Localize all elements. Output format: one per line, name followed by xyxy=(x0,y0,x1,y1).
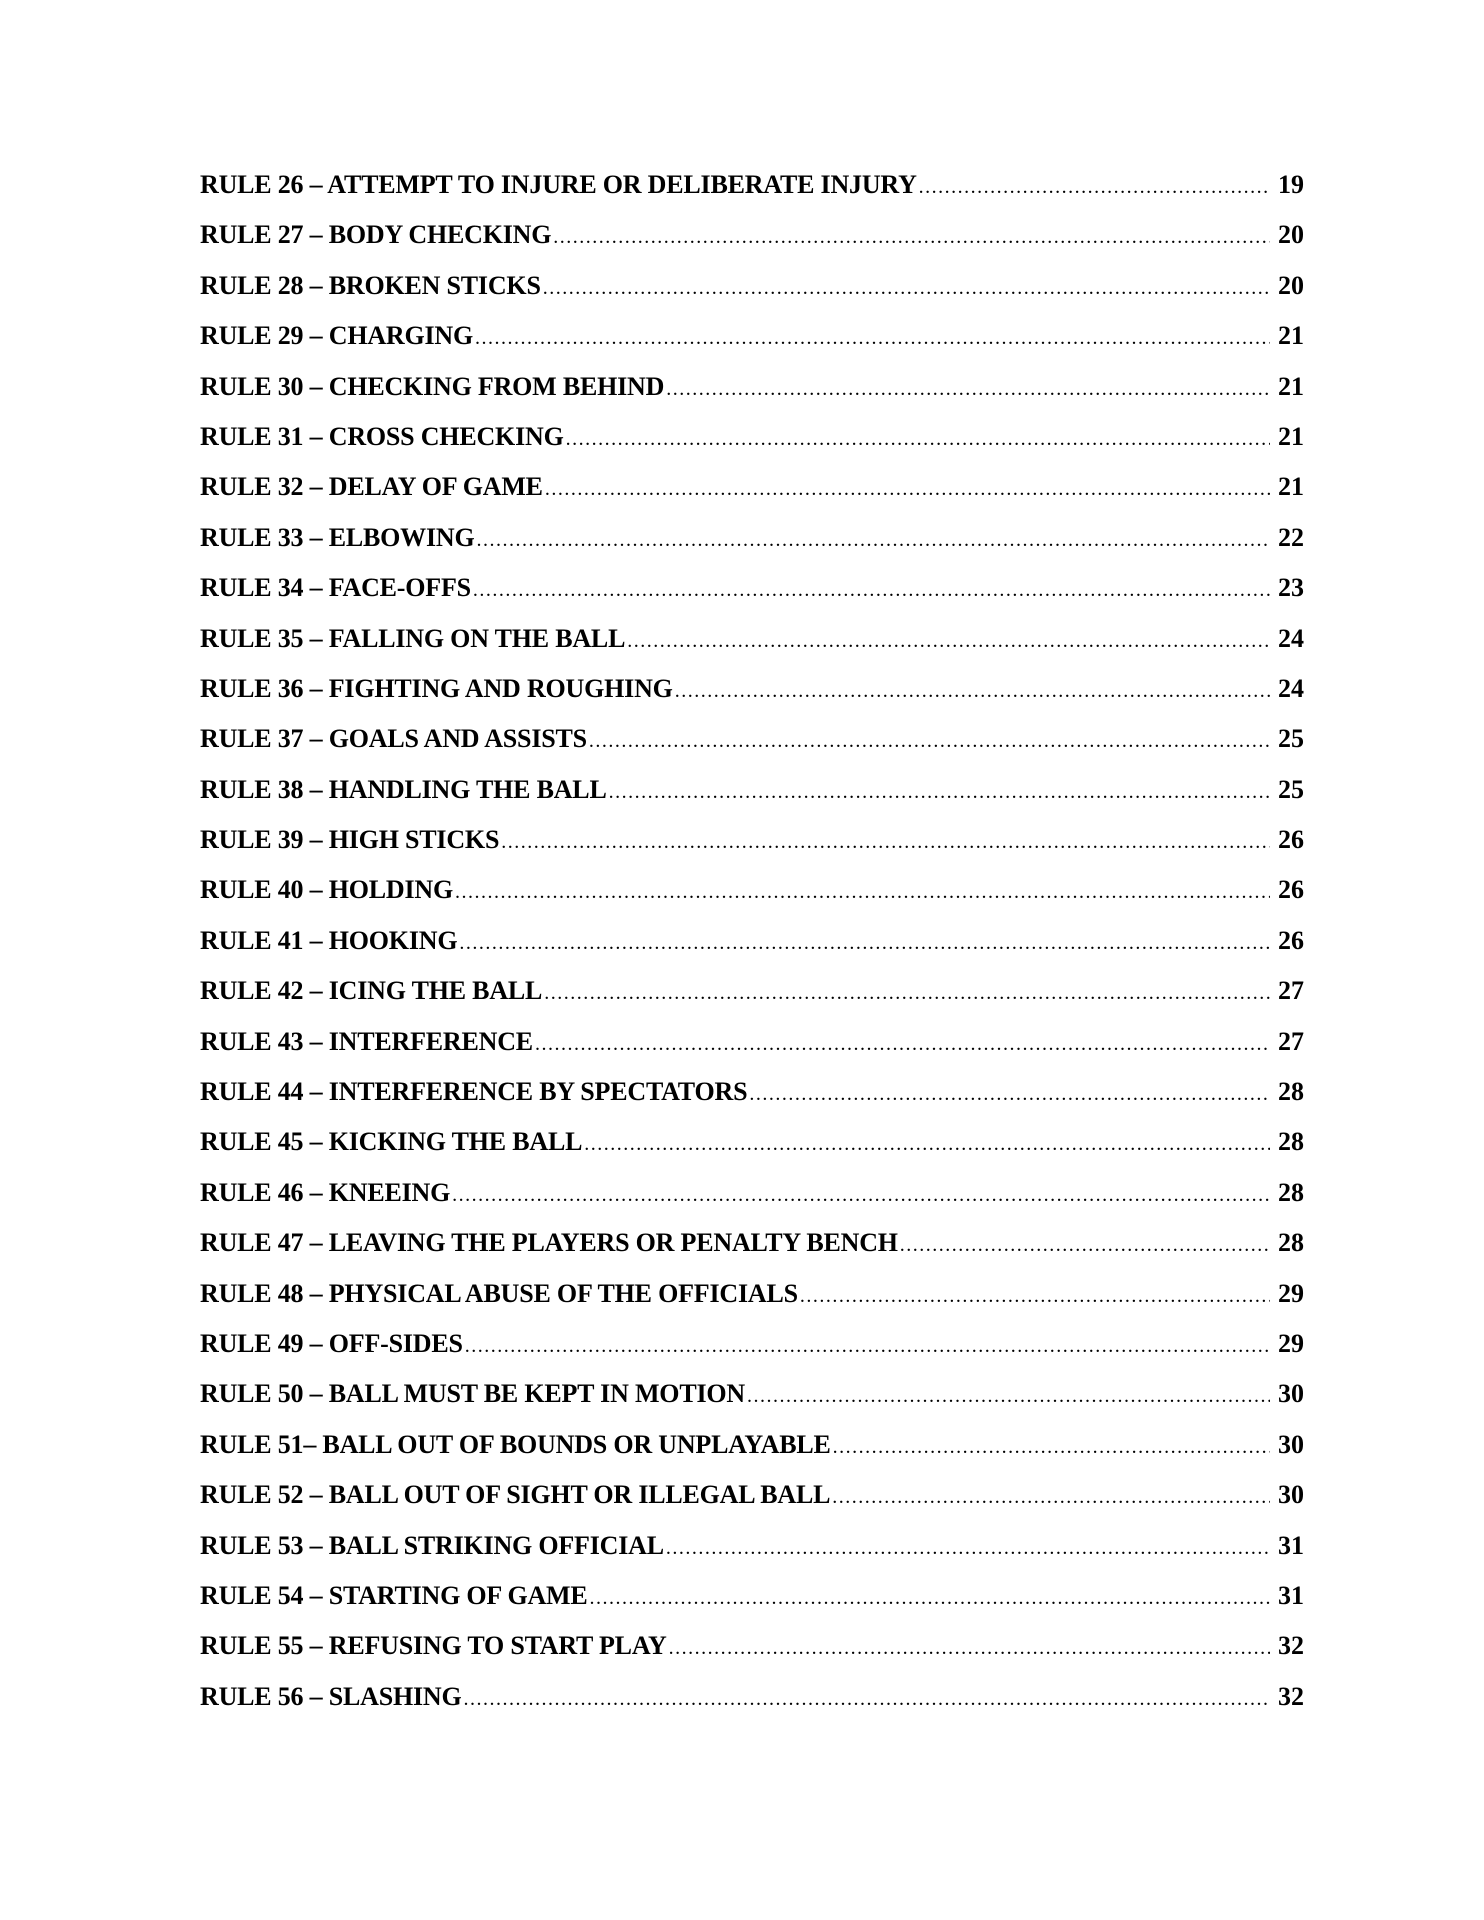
toc-entry-page-number: 28 xyxy=(1278,1177,1304,1207)
toc-entry[interactable] xyxy=(200,472,1304,522)
toc-entry[interactable] xyxy=(200,1127,1304,1177)
toc-dot-leader xyxy=(473,579,1270,602)
toc-entry-page-number: 30 xyxy=(1278,1480,1304,1510)
toc-entry-title: RULE 51– BALL OUT OF BOUNDS OR UNPLAYABLE xyxy=(200,1429,831,1459)
toc-dot-leader xyxy=(501,831,1270,854)
toc-dot-leader xyxy=(675,680,1270,703)
toc-entry-title: RULE 39 – HIGH STICKS xyxy=(200,825,500,855)
toc-entry[interactable] xyxy=(200,674,1304,724)
toc-entry-page-number: 32 xyxy=(1278,1631,1304,1661)
toc-entry-title: RULE 47 – LEAVING THE PLAYERS OR PENALTY BENCH xyxy=(200,1228,898,1258)
toc-entry-page-number: 24 xyxy=(1278,623,1304,653)
toc-dot-leader xyxy=(566,428,1270,451)
toc-entry-title: RULE 38 – HANDLING THE BALL xyxy=(200,774,607,804)
toc-entry[interactable] xyxy=(200,220,1304,270)
toc-entry-title: RULE 54 – STARTING OF GAME xyxy=(200,1580,588,1610)
toc-entry-title: RULE 53 – BALL STRIKING OFFICIAL xyxy=(200,1530,664,1560)
toc-entry-title: RULE 46 – KNEEING xyxy=(200,1177,451,1207)
toc-entry-title: RULE 30 – CHECKING FROM BEHIND xyxy=(200,371,665,401)
toc-entry-title: RULE 41 – HOOKING xyxy=(200,925,458,955)
toc-dot-leader xyxy=(832,1486,1270,1509)
toc-entry-title: RULE 49 – OFF-SIDES xyxy=(200,1328,463,1358)
toc-dot-leader xyxy=(477,529,1270,552)
toc-entry-title: RULE 45 – KICKING THE BALL xyxy=(200,1127,583,1157)
toc-entry-page-number: 26 xyxy=(1278,825,1304,855)
toc-entry[interactable] xyxy=(200,1430,1304,1480)
toc-entry[interactable] xyxy=(200,271,1304,321)
toc-entry[interactable] xyxy=(200,624,1304,674)
toc-entry[interactable] xyxy=(200,1228,1304,1278)
toc-dot-leader xyxy=(666,378,1270,401)
toc-entry[interactable] xyxy=(200,1682,1304,1732)
toc-entry[interactable] xyxy=(200,1077,1304,1127)
toc-entry[interactable] xyxy=(200,1329,1304,1379)
toc-dot-leader xyxy=(833,1436,1270,1459)
toc-dot-leader xyxy=(452,1184,1270,1207)
toc-dot-leader xyxy=(475,327,1270,350)
toc-entry-title: RULE 26 – ATTEMPT TO INJURE OR DELIBERATE INJURY xyxy=(200,170,917,199)
toc-entry[interactable] xyxy=(200,775,1304,825)
toc-dot-leader xyxy=(455,881,1270,904)
toc-entry-title: RULE 50 – BALL MUST BE KEPT IN MOTION xyxy=(200,1379,745,1409)
toc-entry-page-number: 22 xyxy=(1278,522,1304,552)
toc-dot-leader xyxy=(464,1688,1270,1711)
toc-entry[interactable] xyxy=(200,976,1304,1026)
toc-entry-page-number: 28 xyxy=(1278,1077,1304,1107)
toc-entry-title: RULE 48 – PHYSICAL ABUSE OF THE OFFICIALS xyxy=(200,1278,798,1308)
toc-dot-leader xyxy=(590,1587,1270,1610)
toc-dot-leader xyxy=(669,1637,1270,1660)
toc-dot-leader xyxy=(545,478,1270,501)
toc-entry-page-number: 23 xyxy=(1278,573,1304,603)
toc-dot-leader xyxy=(919,176,1270,199)
toc-dot-leader xyxy=(459,932,1270,955)
toc-entry-title: RULE 40 – HOLDING xyxy=(200,875,454,905)
toc-entry[interactable] xyxy=(200,170,1304,220)
toc-entry-page-number: 20 xyxy=(1278,220,1304,250)
toc-entry-page-number: 29 xyxy=(1278,1278,1304,1308)
toc-dot-leader xyxy=(627,630,1270,653)
toc-entry-title: RULE 43 – INTERFERENCE xyxy=(200,1026,533,1056)
toc-entry-page-number: 20 xyxy=(1278,270,1304,300)
toc-entry-page-number: 21 xyxy=(1278,421,1304,451)
toc-entry-title: RULE 56 – SLASHING xyxy=(200,1681,462,1711)
toc-entry[interactable] xyxy=(200,825,1304,875)
toc-entry-title: RULE 37 – GOALS AND ASSISTS xyxy=(200,724,587,754)
toc-entry-title: RULE 52 – BALL OUT OF SIGHT OR ILLEGAL BALL xyxy=(200,1480,831,1510)
toc-entry[interactable] xyxy=(200,875,1304,925)
toc-entry-page-number: 26 xyxy=(1278,925,1304,955)
toc-entry[interactable] xyxy=(200,573,1304,623)
toc-entry-title: RULE 42 – ICING THE BALL xyxy=(200,976,543,1006)
toc-entry-page-number: 25 xyxy=(1278,724,1304,754)
toc-dot-leader xyxy=(543,277,1270,300)
toc-dot-leader xyxy=(666,1537,1270,1560)
toc-dot-leader xyxy=(747,1385,1270,1408)
toc-entry-title: RULE 29 – CHARGING xyxy=(200,321,474,351)
toc-entry-title: RULE 36 – FIGHTING AND ROUGHING xyxy=(200,673,673,703)
toc-entry-page-number: 29 xyxy=(1278,1328,1304,1358)
toc-entry-page-number: 28 xyxy=(1278,1228,1304,1258)
toc-entry-title: RULE 34 – FACE-OFFS xyxy=(200,573,471,603)
toc-entry-page-number: 21 xyxy=(1278,321,1304,351)
toc-entry[interactable] xyxy=(200,1027,1304,1077)
toc-entry-page-number: 31 xyxy=(1278,1530,1304,1560)
toc-entry[interactable] xyxy=(200,372,1304,422)
toc-entry[interactable] xyxy=(200,1279,1304,1329)
toc-dot-leader xyxy=(609,781,1270,804)
toc-entry-title: RULE 31 – CROSS CHECKING xyxy=(200,421,564,451)
toc-dot-leader xyxy=(800,1285,1270,1308)
toc-dot-leader xyxy=(535,1033,1270,1056)
toc-entry-title: RULE 35 – FALLING ON THE BALL xyxy=(200,623,626,653)
table-of-contents xyxy=(200,170,1304,1732)
toc-entry[interactable] xyxy=(200,1379,1304,1429)
toc-entry-title: RULE 28 – BROKEN STICKS xyxy=(200,270,541,300)
toc-dot-leader xyxy=(749,1083,1270,1106)
toc-entry[interactable] xyxy=(200,321,1304,371)
toc-entry-page-number: 25 xyxy=(1278,774,1304,804)
toc-dot-leader xyxy=(589,730,1270,753)
toc-entry-page-number: 32 xyxy=(1278,1681,1304,1711)
toc-dot-leader xyxy=(900,1234,1270,1257)
toc-entry-page-number: 24 xyxy=(1278,673,1304,703)
toc-entry-page-number: 19 xyxy=(1278,170,1304,199)
toc-entry[interactable] xyxy=(200,1581,1304,1631)
toc-entry-page-number: 21 xyxy=(1278,472,1304,502)
toc-entry-title: RULE 27 – BODY CHECKING xyxy=(200,220,552,250)
toc-entry-page-number: 28 xyxy=(1278,1127,1304,1157)
toc-entry-title: RULE 32 – DELAY OF GAME xyxy=(200,472,543,502)
toc-entry-page-number: 27 xyxy=(1278,976,1304,1006)
toc-entry-title: RULE 44 – INTERFERENCE BY SPECTATORS xyxy=(200,1077,748,1107)
toc-entry[interactable] xyxy=(200,1178,1304,1228)
toc-entry[interactable] xyxy=(200,523,1304,573)
toc-entry[interactable] xyxy=(200,1531,1304,1581)
toc-entry[interactable] xyxy=(200,1480,1304,1530)
toc-entry-page-number: 31 xyxy=(1278,1580,1304,1610)
toc-entry[interactable] xyxy=(200,1631,1304,1681)
toc-entry[interactable] xyxy=(200,926,1304,976)
toc-entry-page-number: 21 xyxy=(1278,371,1304,401)
toc-entry-page-number: 26 xyxy=(1278,875,1304,905)
toc-dot-leader xyxy=(544,982,1270,1005)
toc-dot-leader xyxy=(584,1133,1270,1156)
toc-entry[interactable] xyxy=(200,724,1304,774)
toc-entry-page-number: 30 xyxy=(1278,1429,1304,1459)
toc-entry[interactable] xyxy=(200,422,1304,472)
toc-entry-title: RULE 55 – REFUSING TO START PLAY xyxy=(200,1631,667,1661)
toc-entry-page-number: 27 xyxy=(1278,1026,1304,1056)
toc-dot-leader xyxy=(465,1335,1270,1358)
toc-entry-page-number: 30 xyxy=(1278,1379,1304,1409)
toc-dot-leader xyxy=(553,226,1270,249)
toc-entry-title: RULE 33 – ELBOWING xyxy=(200,522,475,552)
